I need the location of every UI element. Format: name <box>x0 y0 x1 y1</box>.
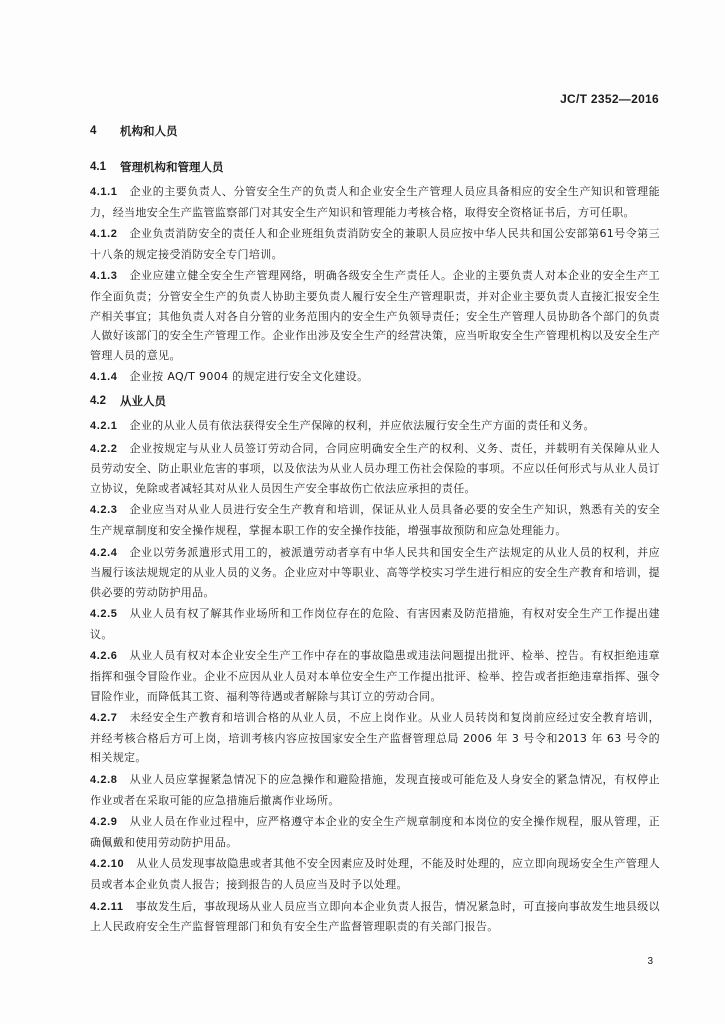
clause-number: 4.2.9 <box>90 816 118 829</box>
clause-number: 4.1.2 <box>90 228 118 241</box>
clause-number: 4.2.7 <box>90 712 118 725</box>
clause <box>90 367 660 388</box>
clause-text: 企业按规定与从业人员签订劳动合同，合同应明确安全生产的权利、义务、责任，并载明有关保障从业人员劳动安全、防止职业危害的事项，以及依法为从业人员办理工伤社会保险的事项。不应以任何形式与从业人员订立协议，免除或者减轻其对从业人员因生产安全事故伤亡依法应承担的责任。 <box>90 441 660 495</box>
clause-number: 4.2.3 <box>90 504 118 517</box>
clause <box>90 708 660 768</box>
clause-number: 4.2.11 <box>90 900 124 913</box>
clause <box>90 770 660 810</box>
clause-text: 从业人员有权对本企业安全生产工作中存在的事故隐患或违法问题提出批评、检举、控告。有权拒绝违章指挥和强令冒险作业。企业不应因从业人员对本单位安全生产工作提出批评、检举、控告或者拒绝违章指挥、强令冒险作业，而降低其工资、福利等待遇或者解除与其订立的劳动合同。 <box>90 649 660 703</box>
clause-number: 4.2.10 <box>90 858 125 871</box>
clause-number: 4.2.1 <box>90 419 118 432</box>
clause-text: 从业人员有权了解其作业场所和工作岗位存在的危险、有害因素及防范措施，有权对安全生产工作提出建议。 <box>90 607 660 641</box>
section-number: 4.2 <box>90 394 106 407</box>
clause <box>90 439 660 499</box>
clause <box>90 812 660 852</box>
page-number: 3 <box>647 956 653 967</box>
page-content <box>90 122 660 939</box>
section-number: 4.1 <box>90 161 106 173</box>
clause-text: 企业的从业人员有依法获得安全生产保障的权利，并应依法履行安全生产方面的责任和义务。 <box>129 418 595 432</box>
clause-text: 从业人员发现事故隐患或者其他不安全因素应及时处理，不能及时处理的，应立即向现场安全生产管理人员或者本企业负责人报告；接到报告的人员应当及时予以处理。 <box>90 857 660 891</box>
clause-text: 企业按 AQ/T 9004 的规定进行安全文化建设。 <box>129 370 369 384</box>
chapter-number: 4 <box>90 125 97 137</box>
section-heading <box>90 392 660 411</box>
clause-number: 4.2.4 <box>90 546 118 559</box>
clause-number: 4.1.3 <box>90 270 118 283</box>
clause <box>90 854 660 894</box>
clause-text: 事故发生后，事故现场从业人员应当立即向本企业负责人报告，情况紧急时，可直接向事故发生地县级以上人民政府安全生产监督管理部门和负有安全生产监督管理职责的有关部门报告。 <box>90 899 660 934</box>
clause-text: 企业以劳务派遣形式用工的，被派遣劳动者享有中华人民共和国安全生产法规定的从业人员的权利，并应当履行该法规规定的从业人员的义务。企业应对中等职业、高等学校实习学生进行相应的安全生产教育和培训，提供必要的劳动防护用品。 <box>90 545 660 599</box>
section-heading <box>90 158 660 177</box>
clause-text: 未经安全生产教育和培训合格的从业人员，不应上岗作业。从业人员转岗和复岗前应经过安全教育培训，并经考核合格后方可上岗，培训考核内容应按国家安全生产监督管理总局 2006 年 3 号令和2013 年 63 号令的相关规定。 <box>90 711 660 765</box>
clause-number: 4.2.5 <box>90 608 118 621</box>
clause-number: 4.1.1 <box>90 186 118 198</box>
clause-text: 企业应当对从业人员进行安全生产教育和培训，保证从业人员具备必要的安全生产知识，熟悉有关的安全生产规章制度和安全操作规程，掌握本职工作的安全操作技能，增强事故预防和应急处理能力。 <box>90 503 660 537</box>
clause <box>90 416 660 437</box>
standard-code: JC/T 2352—2016 <box>560 92 659 106</box>
clause <box>90 182 660 222</box>
clause <box>90 897 660 937</box>
clause <box>90 266 660 365</box>
clause-number: 4.2.8 <box>90 774 118 787</box>
chapter-heading <box>90 122 660 141</box>
clause-text: 从业人员应掌握紧急情况下的应急操作和避险措施，发现直接或可能危及人身安全的紧急情况，有权停止作业或者在采取可能的应急措施后撤离作业场所。 <box>90 773 660 807</box>
clause-number: 4.2.6 <box>90 650 118 663</box>
clause <box>90 500 660 540</box>
section-title: 管理机构和管理人员 <box>120 160 224 174</box>
clause <box>90 646 660 706</box>
section-title: 从业人员 <box>120 393 166 408</box>
clause-number: 4.1.4 <box>90 371 118 384</box>
clause-text: 企业的主要负责人、分管安全生产的负责人和企业安全生产管理人员应具备相应的安全生产知识和管理能力，经当地安全生产监管监察部门对其安全生产知识和管理能力考核合格，取得安全资格证书后，方可任职。 <box>90 185 660 219</box>
clause-text: 企业负责消防安全的责任人和企业班组负责消防安全的兼职人员应按中华人民共和国公安部第61号令第三十八条的规定接受消防安全专门培训。 <box>90 227 660 261</box>
clause <box>90 604 660 644</box>
clause-text: 企业应建立健全安全生产管理网络，明确各级安全生产责任人。企业的主要负责人对本企业的安全生产工作全面负责；分管安全生产的负责人协助主要负责人履行安全生产管理职责，并对企业主要负责人直接汇报安全生产相关事宜；其他负责人对各自分管的业务范围内的安全生产负领导责任；安全生产管理人员协助各个部门的负责人做好该部门的安全生产管理工作。企业作出涉及安全生产的经营决策，应当听取安全生产管理机构以及安全生产管理人员的意见。 <box>90 269 660 362</box>
clause <box>90 543 660 603</box>
clause-text: 从业人员在作业过程中，应严格遵守本企业的安全生产规章制度和本岗位的安全操作规程，服从管理，正确佩戴和使用劳动防护用品。 <box>90 815 660 849</box>
chapter-title: 机构和人员 <box>120 124 178 138</box>
clause-number: 4.2.2 <box>90 442 118 455</box>
clause <box>90 224 660 264</box>
